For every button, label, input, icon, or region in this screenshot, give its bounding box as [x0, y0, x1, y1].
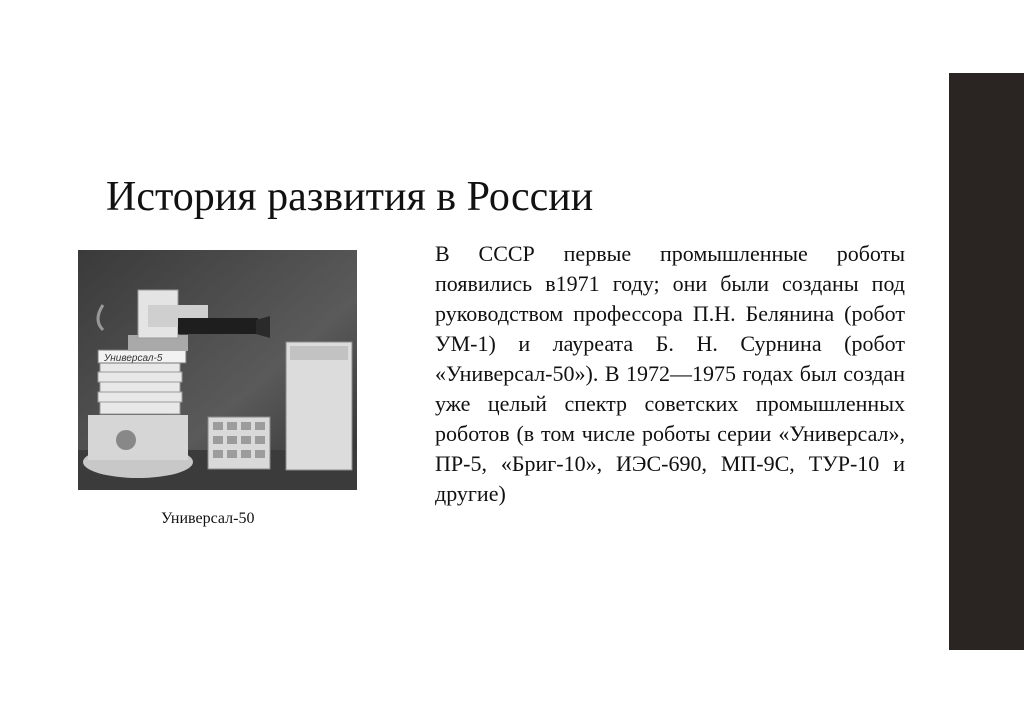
photo-caption: Универсал-50 — [161, 510, 255, 527]
slide-title: История развития в России — [106, 174, 594, 220]
body-paragraph: В СССР первые промышленные роботы появились в1971 году; они были созданы под руководством профессора П.Н. Белянина (робот УМ-1) и лауреата Б. Н. Сурнина (робот «Универсал-50»). В 1972—1975 годах был создан уже целый спектр советских промышленных роботов (в том числе роботы серии «Универсал», ПР-5, «Бриг-10», ИЭС-690, МП-9С, ТУР-10 и другие) — [435, 241, 905, 506]
robot-illustration — [78, 250, 357, 490]
side-decoration-bar — [949, 73, 1024, 650]
robot-photo — [78, 250, 357, 490]
photo-label: Универсал-5 — [104, 353, 163, 364]
